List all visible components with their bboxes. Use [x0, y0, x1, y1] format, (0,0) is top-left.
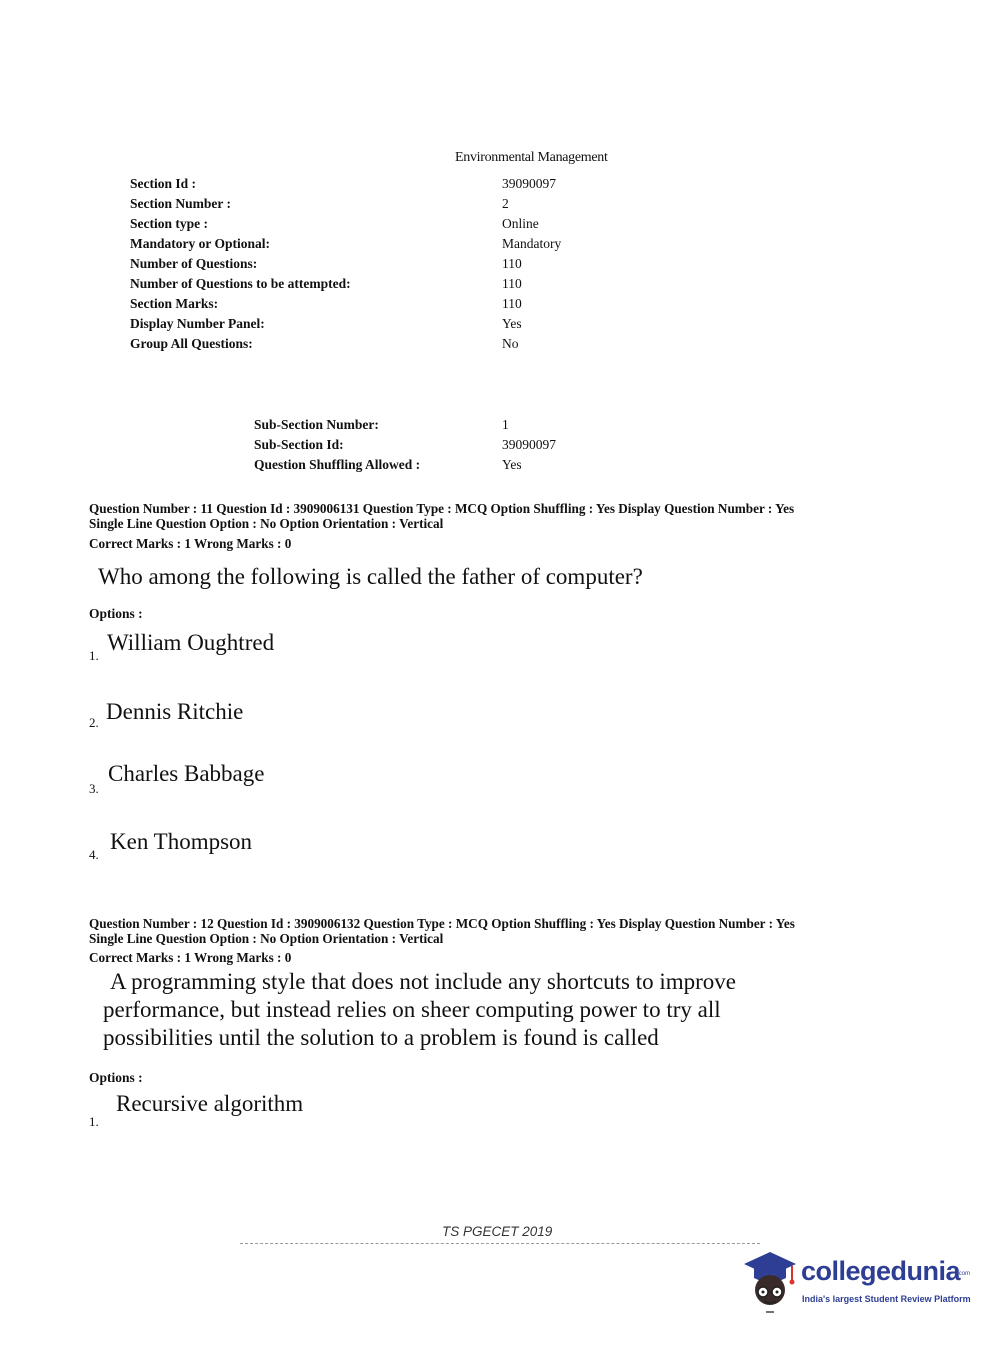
num-questions-label: Number of Questions:	[130, 256, 258, 271]
question-text-line: A programming style that does not include any shortcuts to improve	[110, 969, 737, 994]
question-text-line: possibilities until the solution to a problem is found is called	[103, 1025, 659, 1050]
section-id-value: 39090097	[502, 176, 556, 191]
section-title: Environmental Management	[455, 150, 608, 165]
question-meta-line2: Single Line Question Option : No Option Orientation : Vertical	[89, 931, 444, 946]
subsection-id-label: Sub-Section Id:	[254, 437, 344, 452]
section-number-label: Section Number :	[130, 196, 231, 211]
mandatory-label: Mandatory or Optional:	[130, 236, 271, 251]
shuffling-value: Yes	[502, 457, 522, 472]
footer-divider	[240, 1243, 760, 1244]
options-label: Options :	[89, 1070, 143, 1085]
question-meta-line1: Question Number : 12 Question Id : 3909006132 Question Type : MCQ Option Shuffling : Yes Display Question Number : Yes	[89, 916, 795, 931]
option-text: Recursive algorithm	[116, 1091, 304, 1116]
subsection-number-label: Sub-Section Number:	[254, 417, 379, 432]
option-text: William Oughtred	[107, 630, 275, 655]
option-text: Charles Babbage	[108, 761, 265, 786]
display-panel-label: Display Number Panel:	[130, 316, 265, 331]
mandatory-value: Mandatory	[502, 236, 562, 251]
option-number: 4.	[89, 847, 99, 862]
question-marks: Correct Marks : 1 Wrong Marks : 0	[89, 950, 292, 965]
group-questions-value: No	[502, 336, 519, 351]
shuffling-label: Question Shuffling Allowed :	[254, 457, 421, 472]
num-attempted-label: Number of Questions to be attempted:	[130, 276, 351, 291]
question-text: Who among the following is called the father of computer?	[98, 564, 643, 589]
section-type-value: Online	[502, 216, 539, 231]
question-meta-line1: Question Number : 11 Question Id : 3909006131 Question Type : MCQ Option Shuffling : Yes Display Question Number : Yes	[89, 501, 795, 516]
section-marks-label: Section Marks:	[130, 296, 219, 311]
question-meta-line2: Single Line Question Option : No Option Orientation : Vertical	[89, 516, 444, 531]
num-questions-value: 110	[502, 256, 522, 271]
question-text-line: performance, but instead relies on sheer computing power to try all	[103, 997, 721, 1022]
num-attempted-value: 110	[502, 276, 522, 291]
option-text: Dennis Ritchie	[106, 699, 244, 724]
option-number: 2.	[89, 715, 99, 730]
option-number: 3.	[89, 781, 99, 796]
section-type-label: Section type :	[130, 216, 208, 231]
subsection-number-value: 1	[502, 417, 509, 432]
footer-exam-name: TS PGECET 2019	[442, 1224, 553, 1239]
subsection-id-value: 39090097	[502, 437, 556, 452]
mascot-icon	[740, 1248, 802, 1316]
logo-wordmark: collegedunia	[801, 1256, 961, 1286]
section-number-value: 2	[502, 196, 509, 211]
option-number: 1.	[89, 1114, 99, 1129]
logo-tagline: India's largest Student Review Platform	[802, 1294, 971, 1304]
logo-suffix: .com	[957, 1271, 971, 1277]
section-id-label: Section Id :	[130, 176, 197, 191]
section-marks-value: 110	[502, 296, 522, 311]
question-marks: Correct Marks : 1 Wrong Marks : 0	[89, 536, 292, 551]
group-questions-label: Group All Questions:	[130, 336, 253, 351]
options-label: Options :	[89, 606, 143, 621]
display-panel-value: Yes	[502, 316, 522, 331]
option-text: Ken Thompson	[110, 829, 253, 854]
option-number: 1.	[89, 648, 99, 663]
